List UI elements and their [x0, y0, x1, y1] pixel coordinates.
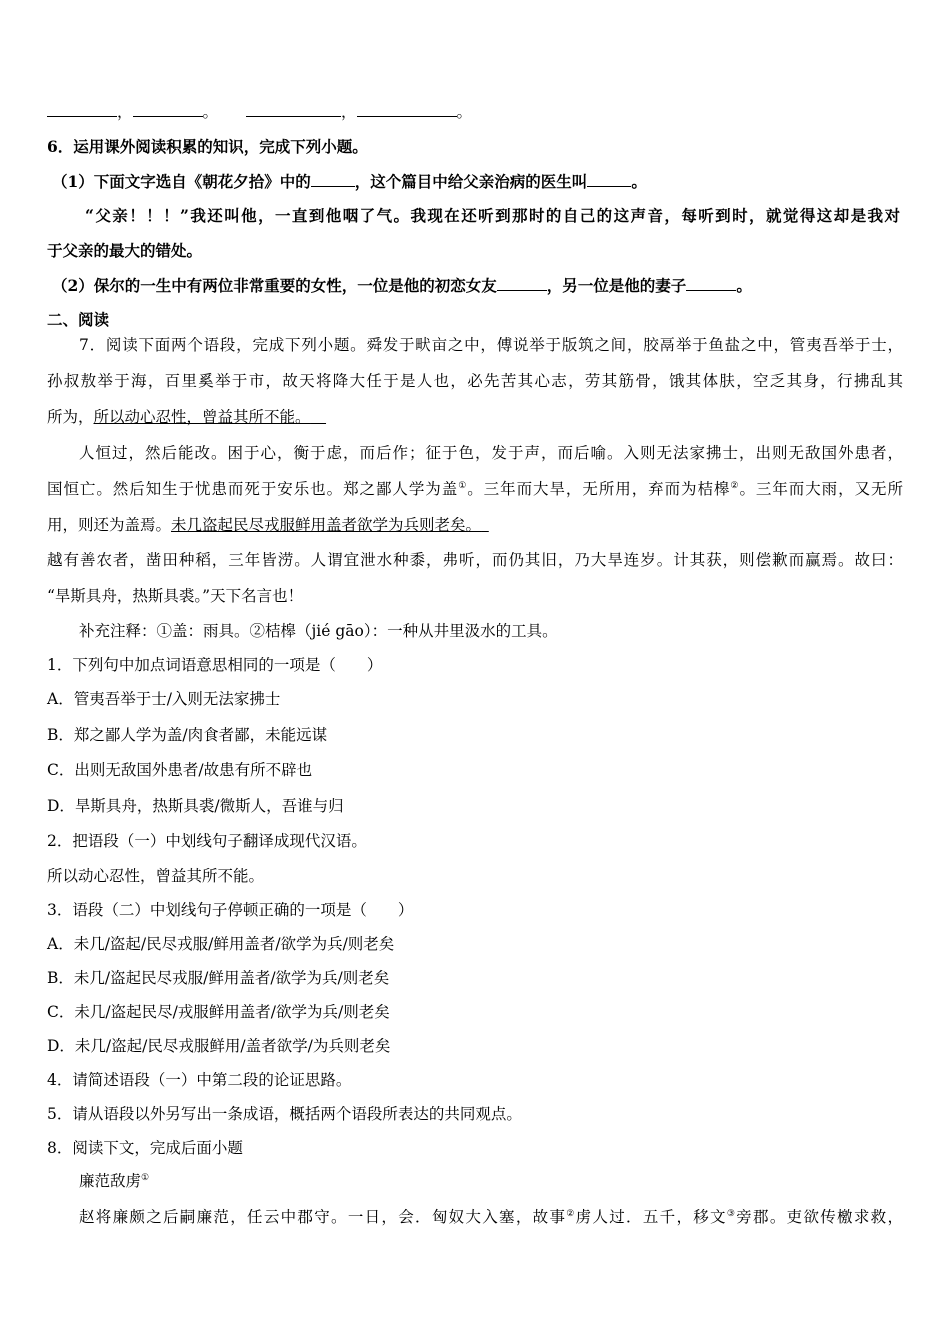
q7-q1-option-d[interactable]: D．旱斯具舟，热斯具裘/微斯人，吾谁与归	[47, 797, 344, 815]
q7-passage2-line-2	[47, 479, 903, 499]
q6-p1-text-a: （1）下面文字选自《朝花夕拾》中的	[52, 172, 311, 191]
q7-passage2-line-5: “旱斯具舟，热斯具裘。”天下名言也！	[47, 587, 304, 605]
question-6-part-2	[52, 276, 752, 296]
footnote-marker: ③	[726, 1208, 737, 1219]
answer-blank[interactable]	[133, 102, 203, 117]
question-6-part-1	[52, 172, 647, 192]
q7-p2-l2-text-c: 。三年而大雨，又无所	[739, 480, 903, 498]
underlined-sentence: 所以动心忍性，曾益其所不能。	[93, 408, 311, 426]
q6-quote-line-2: 于父亲的最大的错处。	[47, 241, 203, 260]
q7-passage2-line-3	[47, 515, 489, 535]
answer-blank[interactable]	[246, 102, 341, 117]
answer-blank[interactable]	[686, 276, 736, 291]
q7-q1-option-a[interactable]: A．管夷吾举于士/入则无法家拂士	[47, 690, 281, 708]
q7-q3-option-c[interactable]: C．未几/盗起民尽/戎服鲜用盖者/欲学为兵/则老矣	[47, 1003, 390, 1021]
q7-q1-option-c[interactable]: C．出则无敌国外患者/故患有所不辟也	[47, 761, 313, 779]
q7-passage1-line-3	[47, 407, 326, 427]
q6-p1-text-b: ，这个篇目中给父亲治病的医生叫	[354, 172, 588, 191]
q8-l1-text-a: 赵将廉颇之后嗣廉范，任云中郡守。一日，会．匈奴大入塞，故事	[79, 1208, 567, 1226]
answer-blanks-line	[47, 102, 472, 122]
q7-p2-l3-text: 用，则还为盖焉。	[47, 516, 172, 534]
q7-passage1-line-2: 孙叔敖举于海，百里奚举于市，故天将降大任于是人也，必先苦其心志，劳其筋骨，饿其体肤，空乏其身，行拂乱其	[47, 372, 903, 390]
q8-passage-title	[79, 1171, 149, 1191]
q8-passage-title-text: 廉范敌虏	[79, 1172, 142, 1190]
q8-passage-line-1	[79, 1207, 903, 1227]
q6-p2-text-a: （2）保尔的一生中有两位非常重要的女性，一位是他的初恋女友	[52, 276, 497, 295]
q7-sub-question-5: 5．请从语段以外另写出一条成语，概括两个语段所表达的共同观点。	[47, 1105, 522, 1123]
q7-p1-l3-text: 所为，	[47, 408, 94, 426]
q7-passage1-line-1: 7．阅读下面两个语段，完成下列小题。舜发于畎亩之中，傅说举于版筑之间，胶鬲举于鱼盐之中，管夷吾举于士，	[79, 336, 903, 354]
q7-passage2-line-1: 人恒过，然后能改。困于心，衡于虑，而后作；征于色，发于声，而后喻。入则无法家拂士，出则无敌国外患者，	[79, 444, 903, 462]
q6-quote-line-1: “父亲！！！”我还叫他，一直到他咽了气。我现在还听到那时的自己的这声音，每听到时，就觉得这却是我对	[85, 206, 900, 225]
q7-q3-option-d[interactable]: D．未几/盗起/民尽戎服鲜用/盖者欲学/为兵则老矣	[47, 1037, 391, 1055]
question-6-title: 6．运用课外阅读积累的知识，完成下列小题。	[47, 137, 368, 156]
answer-blank[interactable]	[47, 102, 117, 117]
answer-blank[interactable]	[587, 172, 631, 187]
q7-q1-option-b[interactable]: B．郑之鄙人学为盖/肉食者鄙，未能远谋	[47, 726, 328, 744]
q7-p2-l2-text-a: 国恒亡。然后知生于忧患而死于安乐也。郑之鄙人学为盖	[47, 480, 459, 498]
footnote-marker: ①	[458, 480, 468, 491]
q6-p2-text-c: 。	[736, 276, 752, 295]
q7-sub-question-2: 2．把语段（一）中划线句子翻译成现代汉语。	[47, 832, 367, 850]
q8-l1-text-b: 虏人过．五千，移文	[575, 1208, 727, 1226]
comma: ，	[117, 103, 133, 121]
q7-p2-l2-text-b: 。三年而大旱，无所用，弃而为桔槔	[467, 480, 731, 498]
footnote-marker: ①	[141, 1172, 150, 1183]
footnote-marker: ②	[730, 480, 740, 491]
q7-footnote: 补充注释：①盖：雨具。②桔槔（jié gāo）：一种从井里汲水的工具。	[79, 622, 558, 640]
q8-l1-text-c: 旁郡。吏欲传檄求救，	[736, 1208, 903, 1226]
q7-sub-question-4: 4．请简述语段（一）中第二段的论证思路。	[47, 1071, 352, 1089]
comma: ，	[341, 103, 357, 121]
footnote-marker: ②	[566, 1208, 576, 1219]
q7-passage2-line-4: 越有善农者，凿田种稻，三年皆涝。人谓宜泄水种黍，弗听，而仍其旧，乃大旱连岁。计其获，则偿歉而赢焉。故曰：	[47, 551, 903, 569]
period: 。	[456, 103, 473, 121]
answer-blank[interactable]	[311, 172, 355, 187]
q7-sub-question-1: 1．下列句中加点词语意思相同的一项是（ ）	[47, 656, 383, 674]
period: 。	[202, 103, 219, 121]
question-8-title: 8．阅读下文，完成后面小题	[47, 1139, 243, 1157]
q7-q3-option-b[interactable]: B．未几/盗起民尽戎服/鲜用盖者/欲学为兵/则老矣	[47, 969, 390, 987]
q6-p1-text-c: 。	[631, 172, 647, 191]
q7-q3-option-a[interactable]: A．未几/盗起/民尽戎服/鲜用盖者/欲学为兵/则老矣	[47, 935, 395, 953]
q6-p2-text-b: ，另一位是他的妻子	[546, 276, 687, 295]
answer-blank[interactable]	[497, 276, 547, 291]
q7-q2-sentence: 所以动心忍性，曾益其所不能。	[47, 867, 265, 885]
underlined-sentence: 未几盗起民尽戎服鲜用盖者欲学为兵则老矣。	[171, 516, 482, 534]
answer-blank[interactable]	[357, 102, 457, 117]
q7-sub-question-3: 3．语段（二）中划线句子停顿正确的一项是（ ）	[47, 901, 414, 919]
section-heading: 二、阅读	[47, 310, 110, 329]
